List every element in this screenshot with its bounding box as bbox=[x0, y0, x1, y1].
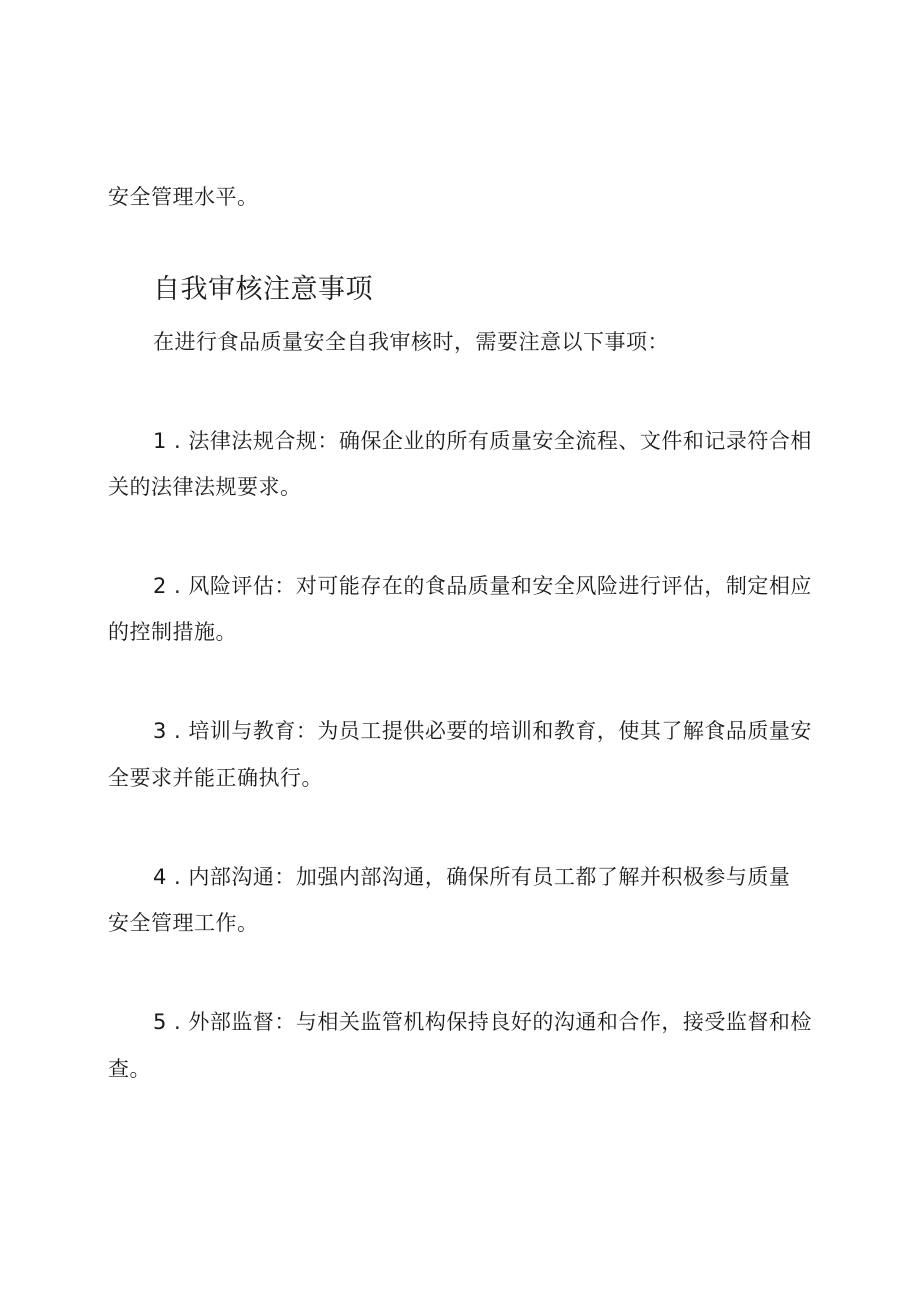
list-item-line1: 5 . 外部监督：与相关监管机构保持良好的沟通和合作，接受监督和检 bbox=[153, 1010, 812, 1034]
list-item-line1: 2 . 风险评估：对可能存在的食品质量和安全风险进行评估，制定相应 bbox=[153, 574, 812, 598]
list-item-line1: 3 . 培训与教育：为员工提供必要的培训和教育，使其了解食品质量安 bbox=[153, 719, 812, 743]
list-item-line2: 全要求并能正确执行。 bbox=[108, 766, 323, 790]
lead-fragment: 安全管理水平。 bbox=[108, 185, 259, 209]
intro-paragraph: 在进行食品质量安全自我审核时，需要注意以下事项： bbox=[153, 330, 669, 354]
list-item-line2: 关的法律法规要求。 bbox=[108, 475, 302, 499]
list-item-line2: 的控制措施。 bbox=[108, 620, 237, 644]
list-item-line2: 查。 bbox=[108, 1057, 151, 1081]
list-item-line2: 安全管理工作。 bbox=[108, 911, 259, 935]
section-heading: 自我审核注意事项 bbox=[153, 274, 373, 305]
list-item-line1: 4 . 内部沟通：加强内部沟通，确保所有员工都了解并积极参与质量 bbox=[153, 865, 791, 889]
list-item-line1: 1 . 法律法规合规：确保企业的所有质量安全流程、文件和记录符合相 bbox=[153, 429, 812, 453]
